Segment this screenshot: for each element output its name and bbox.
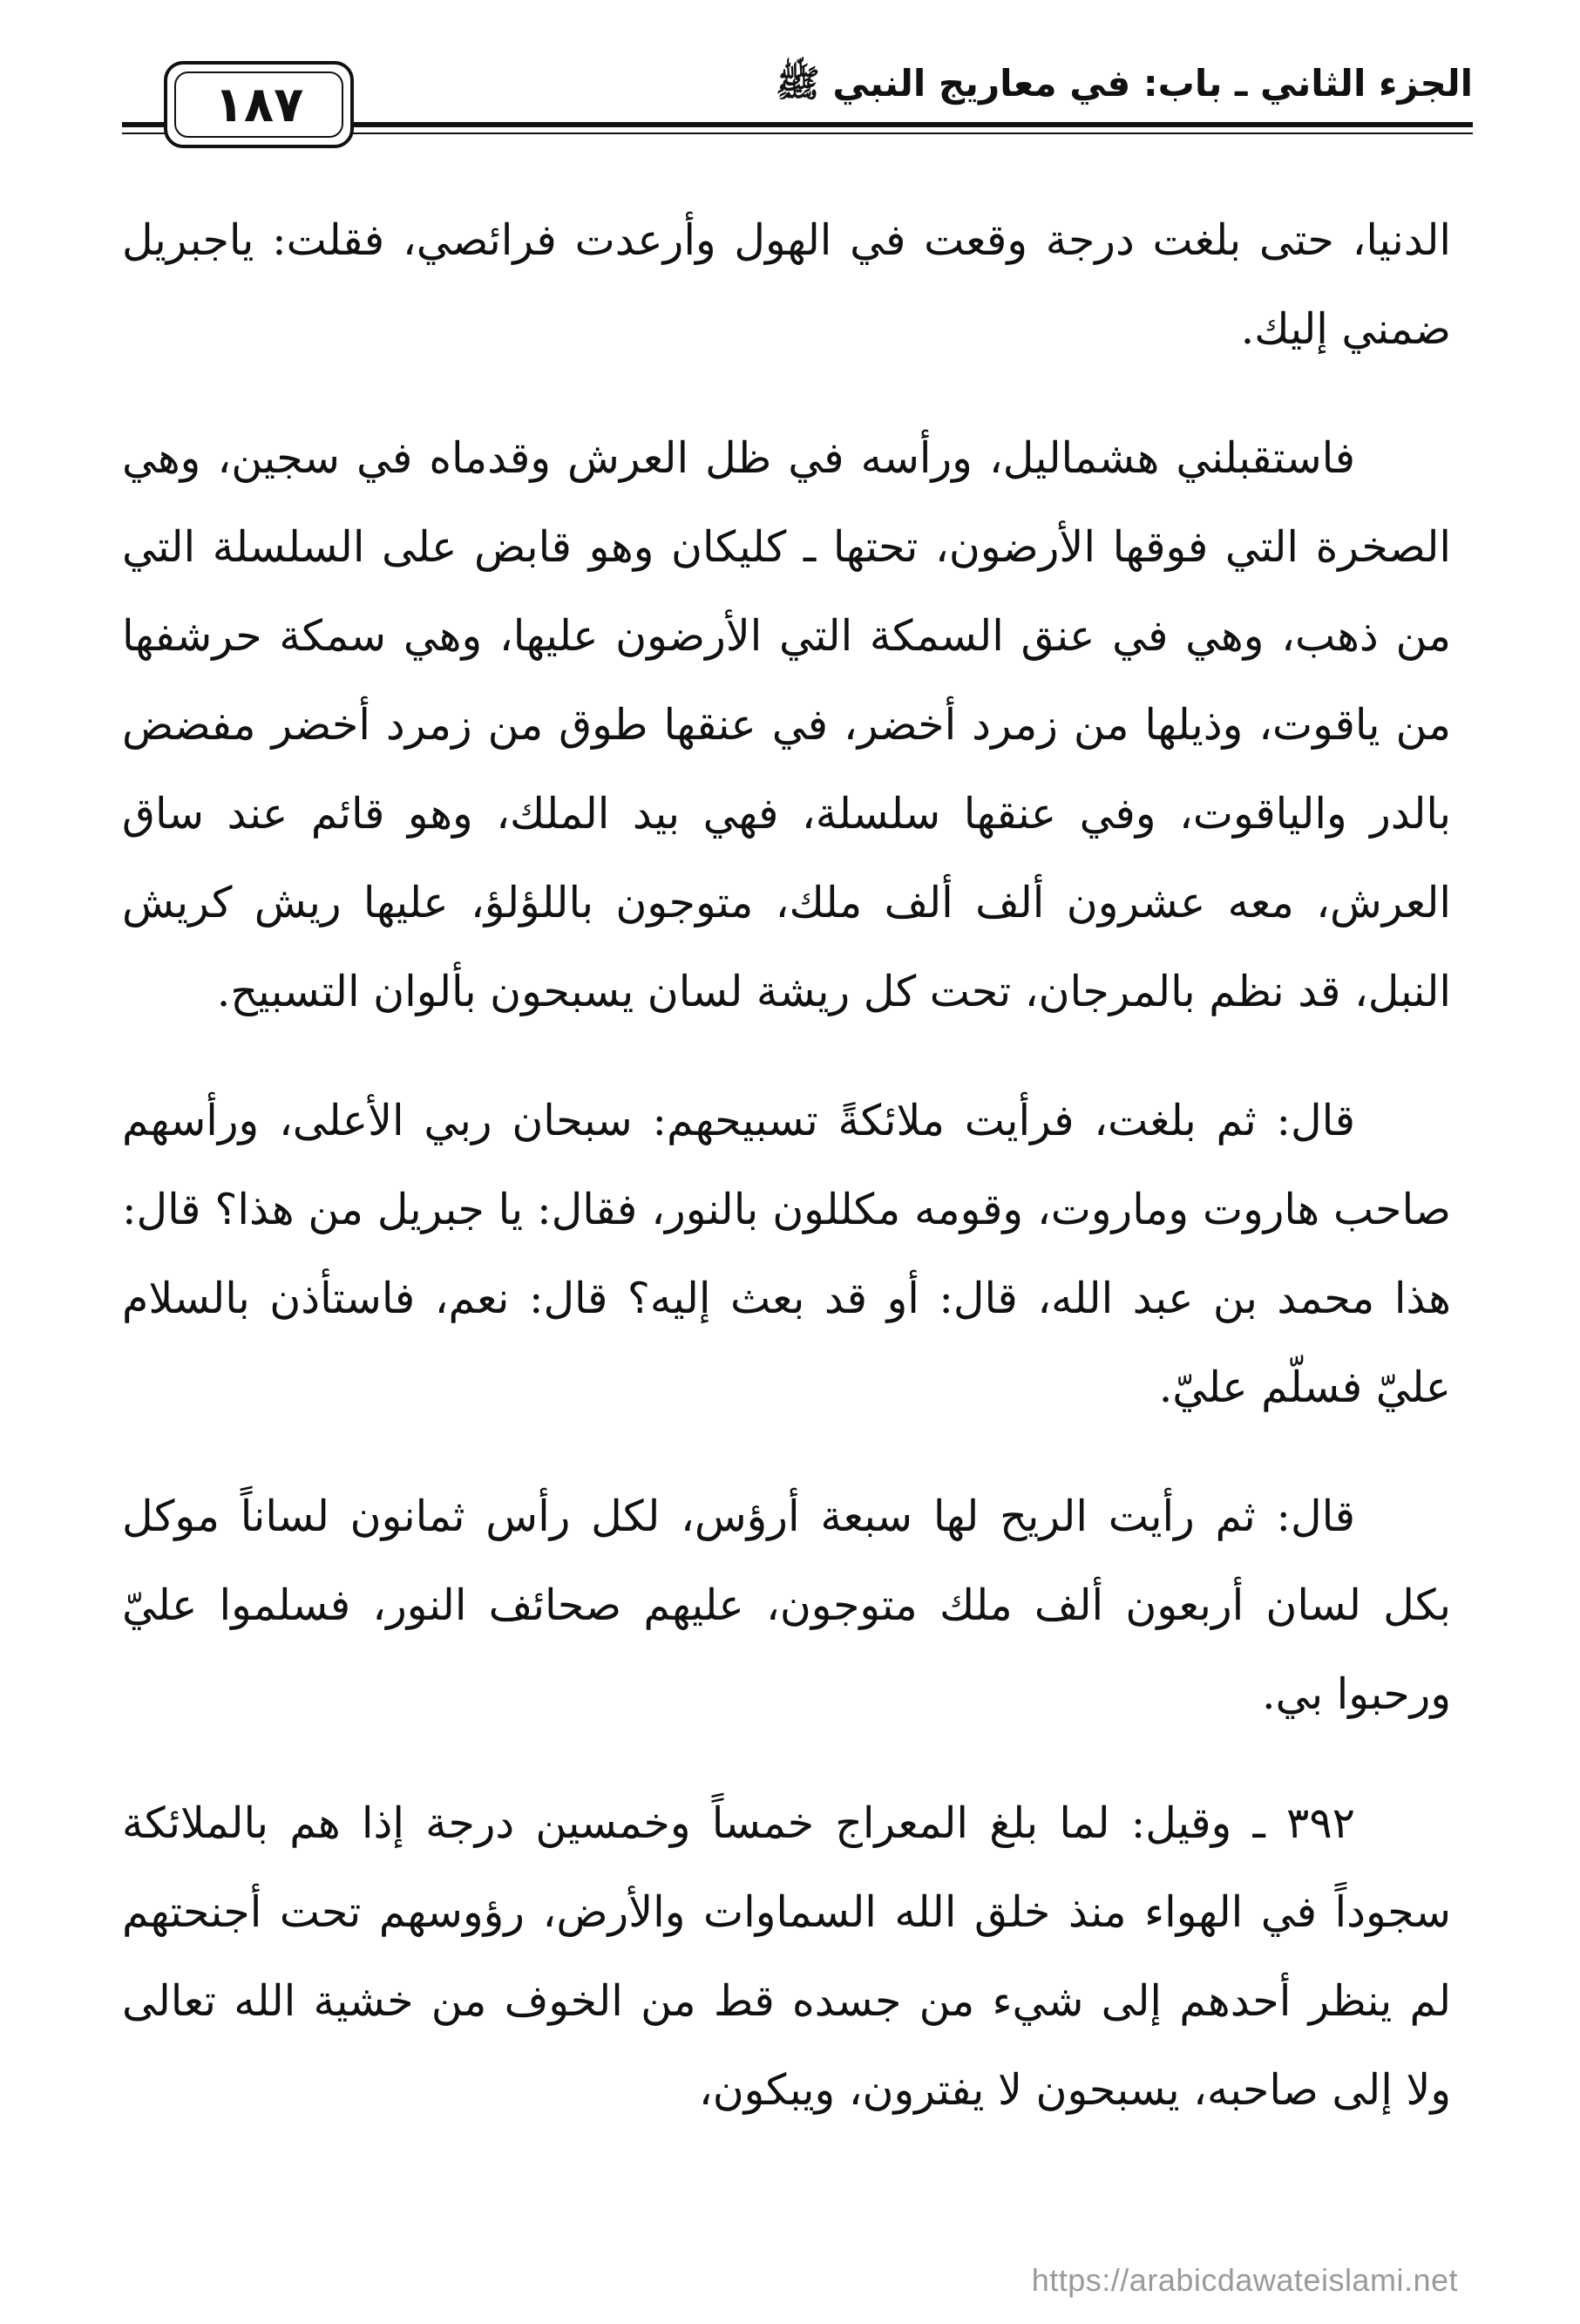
page-number: ١٨٧ <box>174 71 343 138</box>
page-number-frame <box>164 61 354 148</box>
body-text <box>122 196 1451 2135</box>
paragraph-4: قال: ثم رأيت الريح لها سبعة أرؤس، لكل رأس ثمانون لساناً موكل بكل لسان أربعون ألف ملك متوجون، عليهم صحائف النور، فسلموا عليّ ورحبوا بي. <box>122 1492 1451 1719</box>
paragraph-5: ٣٩٢ ـ وقيل: لما بلغ المعراج خمساً وخمسين درجة إذا هم بالملائكة سجوداً في الهواء منذ خلق الله السماوات والأرض، رؤوسهم تحت أجنحتهم لم ينظر أحدهم إلى شيء من جسده قط من الخوف من خشية الله تعالى ولا إلى صاحبه، يسبحون لا يفترون، ويبكون، <box>122 1798 1451 2115</box>
watermark-url: https://arabicdawateislami.net <box>1031 2262 1458 2298</box>
page-header <box>122 52 1473 157</box>
paragraph-2: فاستقبلني هشماليل، ورأسه في ظل العرش وقدماه في سجين، وهي الصخرة التي فوقها الأرضون، تحتها ـ كليكان وهو قابض على السلسلة التي من ذهب، وهي في عنق السمكة التي الأرضون عليها، وهي سمكة حرشفها من ياقوت، وذيلها من زمرد أخضر، في عنقها طوق من زمرد أخضر مفضض بالدر والياقوت، وفي عنقها سلسلة، فهي بيد الملك، وهو قائم عند ساق العرش، معه عشرون ألف ألف ملك، متوجون باللؤلؤ، عليها ريش كريش النبل، قد نظم بالمرجان، تحت كل ريشة لسان يسبحون بألوان التسبيح. <box>122 433 1451 1016</box>
paragraph-1: الدنيا، حتى بلغت درجة وقعت في الهول وأرعدت فرائصي، فقلت: ياجبريل ضمني إليك. <box>122 215 1451 354</box>
running-head: الجزء الثاني ـ باب: في معاريج النبي ﷺ <box>775 62 1473 105</box>
paragraph-3: قال: ثم بلغت، فرأيت ملائكةً تسبيحهم: سبحان ربي الأعلى، ورأسهم صاحب هاروت وماروت، وقومه مكللون بالنور، فقال: يا جبريل من هذا؟ قال: هذا محمد بن عبد الله، قال: أو قد بعث إليه؟ قال: نعم، فاستأذن بالسلام عليّ فسلّم عليّ. <box>122 1096 1451 1412</box>
